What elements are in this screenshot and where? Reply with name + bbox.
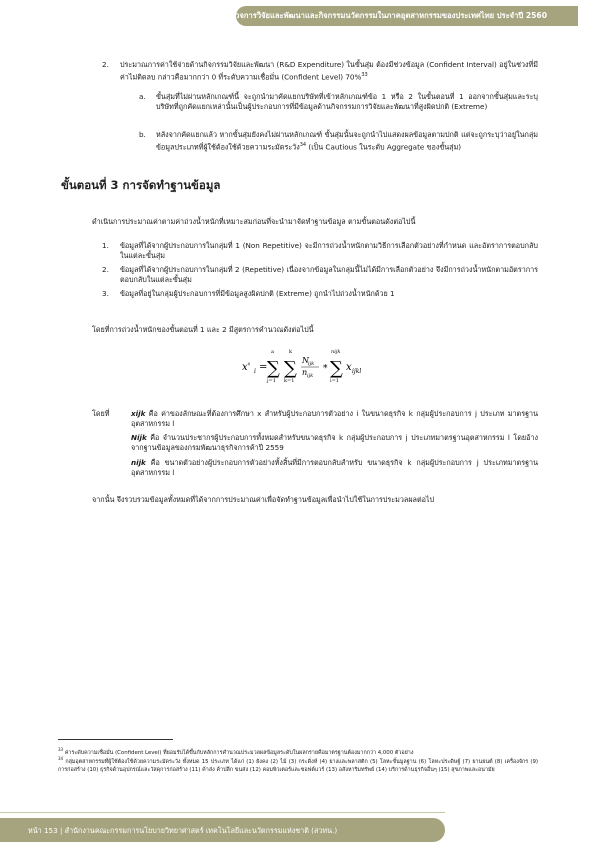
sum2-sigma: ∑	[284, 358, 297, 379]
sub-item-label: a.	[139, 92, 146, 101]
definition-nijk-population: Nijk คือ จำนวนประชากรผู้ประกอบการทั้งหมดสำหรับขนาดธุรกิจ k กลุ่มผู้ประกอบการ j ประเภทมาตรฐานอุตสาหกรรม l โดยอ้างจากฐานข้อมูลของกรมพัฒนาธุรกิจการค้าปี 2559	[131, 433, 538, 453]
sub-item-a-text: ขั้นสุ่มที่ไม่ผ่านหลักเกณฑ์นี้ จะถูกนำมาคัดแยกบริษัทที่เข้าหลักเกณฑ์ข้อ 1 หรือ 2 ในขั้นตอนที่ 1 ออกจากขั้นสุ่มและระบุบริษัทที่ถูกคัดแยกเหล่านั้นเป็นผู้ประกอบการที่มีข้อมูลด้านกิจกรรมการวิจัยและพัฒนาที่สูงผิดปกติ (Extreme)	[156, 92, 538, 112]
footer-divider	[0, 812, 445, 813]
symbol: nijk	[131, 458, 146, 467]
sub-item-b-text: หลังจากคัดแยกแล้ว หากขั้นสุ่มยังคงไม่ผ่านหลักเกณฑ์ ขั้นสุ่มนั้นจะถูกนำไปแสดงผลข้อมูลตามปกติ แต่จะถูกระบุว่าอยู่ในกลุ่มข้อมูลประเภทที่ผู้ใช้ต้องใช้ด้วยความระมัดระวัง$^{34}$ (เป็น Cautious ในระดับ Aggregate ของขั้นสุ่ม)	[156, 130, 538, 152]
header-title: รายงานผลการสำรวจการวิจัยและพัฒนาและกิจกรรมนวัตกรรมในภาคอุตสาหกรรมของประเทศไทย ประจำปี 2560	[174, 11, 547, 20]
symbol: Nijk	[131, 433, 147, 442]
step3-item-1: ข้อมูลที่ได้จากผู้ประกอบการในกลุ่มที่ 1 (Non Repetitive) จะมีการถ่วงน้ำหนักตามวิธีการเลือกตัวอย่างที่กำหนด และอัตราการตอบกลับในแต่ละขั้นสุ่ม	[120, 241, 538, 261]
footnote-34: $^{34}$ กลุ่มอุตสาหกรรมที่ผู้ใช้ต้องใช้ด้วยความระมัดระวัง ทั้งหมด 15 ประเภท ได้แก่ (1) ยังคง (2) ไม้ (3) กระดิ่งห์ (4) ยางและพลาสติก (5) โลหะขั้นมูลฐาน (6) โลหะประดิษฐ์ (7) ยานยนต์ (8) เครื่องจักร (9) การก่อสร้าง (10) ธุรกิจด้านอุปกรณ์และวัสดุการก่อสร้าง (11) ค้าส่ง ค้าปลีก ขนส่ง (12) คอมพิวเตอร์และซอฟต์แวร์ (13) อสังหาริมทรัพย์ (14) บริการด้านธุรกิจอื่นๆ (15) สุขภาพและอนามัย	[58, 756, 539, 773]
footnote-number: 34	[58, 756, 64, 761]
definition-nijk-sample: nijk คือ ขนาดตัวอย่างผู้ประกอบการตัวอย่างทั้งสิ้นที่มีการตอบกลับสำหรับ ขนาดธุรกิจ k กลุ่มผู้ประกอบการ j ประเภทมาตรฐานอุตสาหกรรม l	[131, 458, 538, 478]
sum2-bottom: k=1	[284, 378, 295, 384]
weighting-formula	[238, 343, 388, 385]
footnote-ref: 33	[361, 72, 368, 79]
sum1-sigma: ∑	[267, 358, 280, 379]
frac-numerator: N	[302, 356, 309, 365]
footnote-divider	[58, 739, 173, 740]
list-number: 3.	[102, 289, 109, 298]
footer-text: หน้า 153 | สำนักงานคณะกรรมการนโยบายวิทยาศาสตร์ เทคโนโลยีและนวัตกรรมแห่งชาติ (สวทน.)	[28, 826, 338, 835]
symbol: xijk	[131, 409, 146, 418]
sum2-top: k	[289, 349, 293, 355]
criterion-2-text: ประมาณการค่าใช้จ่ายด้านกิจกรรมวิจัยและพัฒนา (R&D Expenditure) ในขั้นสุ่ม ต้องมีช่วงข้อมูล (Confident Interval) อยู่ในช่วงที่มีค่าไม่ติดลบ กล่าวคือมากกว่า 0 ที่ระดับความเชื่อมั่น (Confident Level) 70%$^{33}$	[120, 60, 538, 82]
formula-intro: โดยที่การถ่วงน้ำหนักของขั้นตอนที่ 1 และ 2 มีสูตรการคำนวณดังต่อไปนี้	[92, 325, 314, 334]
list-number: 1.	[102, 241, 109, 250]
section-heading: ขั้นตอนที่ 3 การจัดทำฐานข้อมูล	[61, 178, 221, 192]
step3-item-2: ข้อมูลที่ได้จากผู้ประกอบการในกลุ่มที่ 2 (Repetitive) เนื่องจากข้อมูลในกลุ่มนี้ไม่ได้มีการเลือกตัวอย่าง จึงมีการถ่วงน้ำหนักตามอัตราการตอบกลับในแต่ละขั้นสุ่ม	[120, 265, 538, 285]
formula-term: x	[346, 362, 352, 373]
frac-denominator: n	[302, 368, 308, 377]
times-operator: *	[323, 364, 328, 374]
list-number: 2.	[102, 265, 109, 274]
footnote-ref: 34	[299, 142, 307, 149]
frac-numerator-sub: ijk	[308, 361, 315, 367]
sum3-sigma: ∑	[330, 358, 343, 379]
footnote-number: 33	[58, 747, 64, 752]
formula-term-sub: ijkl	[352, 368, 362, 375]
formula-lhs: x'	[242, 362, 251, 373]
formula-lhs-sub: i	[254, 368, 256, 375]
svg-text:=: =	[259, 362, 268, 373]
list-number: 2.	[102, 60, 109, 69]
sum1-top: a	[271, 349, 274, 355]
page-header	[0, 0, 595, 30]
sum3-bottom: i=1	[330, 378, 339, 384]
step3-intro: ดำเนินการประมาณค่าตามค่าถ่วงน้ำหนักที่เหมาะสมก่อนที่จะนำมาจัดทำฐานข้อมูล ตามขั้นตอนดังต่อไปนี้	[92, 217, 416, 226]
closing-paragraph: จากนั้น จึงรวบรวมข้อมูลทั้งหมดที่ได้จากการประมาณค่าเพื่อจัดทำฐานข้อมูลเพื่อนำไปใช้ในการประมวลผลต่อไป	[92, 495, 435, 504]
step3-item-3: ข้อมูลที่อยู่ในกลุ่มผู้ประกอบการที่มีข้อมูลสูงผิดปกติ (Extreme) ถูกนำไปถ่วงน้ำหนักด้วย 1	[120, 289, 395, 298]
frac-denominator-sub: ijk	[307, 373, 314, 379]
where-label: โดยที่	[92, 409, 110, 418]
definition-xijk: xijk คือ ค่าของลักษณะที่ต้องการศึกษา x สำหรับผู้ประกอบการตัวอย่าง i ในขนาดธุรกิจ k กลุ่มผู้ประกอบการ j ประเภท มาตรฐานอุตสาหกรรม l	[131, 409, 538, 429]
sub-item-label: b.	[139, 130, 146, 139]
footnote-33: $^{33}$ ค่าระดับความเชื่อมั่น (Confident Level) ที่ยอมรับได้ขึ้นกับหลักการคำนวณประมวลผลข้อมูลระดับในผลกรายคือมาตรฐานต้องมากกว่า 4,000 ตัวอย่าง	[58, 747, 414, 756]
sum3-top: nijk	[331, 349, 341, 355]
sum1-bottom: j=1	[267, 378, 276, 384]
